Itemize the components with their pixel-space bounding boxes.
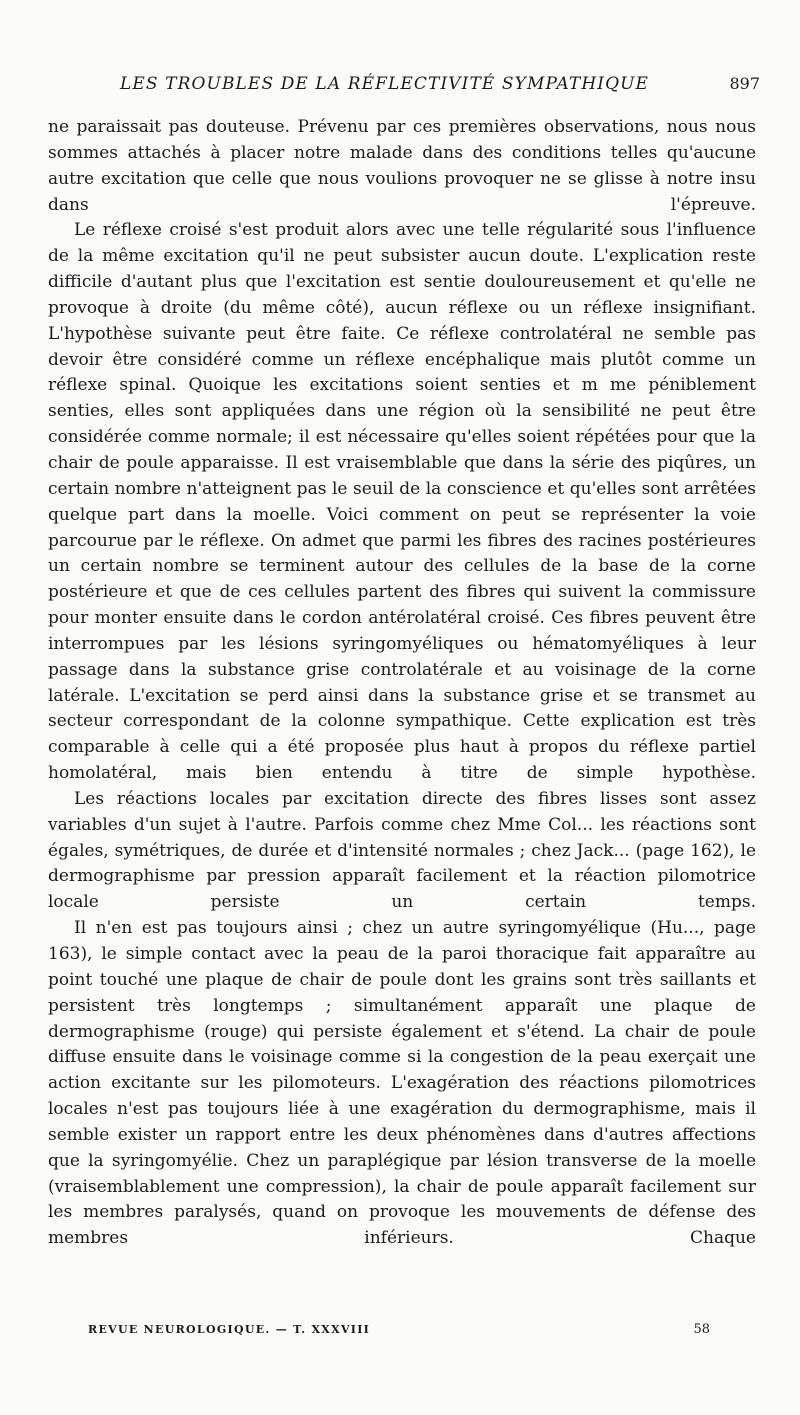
signature-mark: 58	[693, 1322, 710, 1337]
journal-footer: REVUE NEUROLOGIQUE. — T. XXXVIII	[88, 1323, 371, 1336]
body-text	[48, 115, 756, 1252]
running-header	[120, 74, 760, 94]
paragraph-1: ne paraissait pas douteuse. Prévenu par ces premières observations, nous nous sommes attachés à placer notre malade dans des conditions telles qu'aucune autre excitation que celle que nous voulions provoquer ne se glisse à notre insu dans l'épreuve.	[48, 117, 756, 215]
paragraph-4: Il n'en est pas toujours ainsi ; chez un autre syringomyélique (Hu..., page 163), le simple contact avec la peau de la paroi thoracique fait apparaître au point touché une plaque de chair de poule dont les grains sont très saillants et persistent très longtemps ; simultanément apparaît une plaque de dermographisme (rouge) qui persiste également et s'étend. La chair de poule diffuse ensuite dans le voisinage comme si la congestion de la peau exerçait une action excitante sur les pilomoteurs. L'exagération des réactions pilomotrices locales n'est pas toujours liée à une exagération du dermographisme, mais il semble exister un rapport entre les deux phénomènes dans d'autres affections que la syringomyélie. Chez un paraplégique par lésion transverse de la moelle (vraisemblablement une compression), la chair de poule apparaît facilement sur les membres paralysés, quand on provoque les mouvements de défense des membres inférieurs. Chaque	[48, 918, 756, 1249]
page-footer	[88, 1322, 710, 1337]
running-title: LES TROUBLES DE LA RÉFLECTIVITÉ SYMPATHIQUE	[120, 74, 650, 94]
paragraph-2: Le réflexe croisé s'est produit alors avec une telle régularité sous l'influence de la même excitation qu'il ne peut subsister aucun doute. L'explication reste difficile d'autant plus que l'excitation est sentie douloureusement et qu'elle ne provoque à droite (du même côté), aucun réflexe ou un réflexe insignifiant. L'hypothèse suivante peut être faite. Ce réflexe controlatéral ne semble pas devoir être considéré comme un réflexe encéphalique mais plutôt comme un réflexe spinal. Quoique les excitations soient senties et m me péniblement senties, elles sont appliquées dans une région où la sensibilité ne peut être considérée comme normale; il est nécessaire qu'elles soient répétées pour que la chair de poule apparaisse. Il est vraisemblable que dans la série des piqûres, un certain nombre n'atteignent pas le seuil de la conscience et qu'elles sont arrêtées quelque part dans la moelle. Voici comment on peut se représenter la voie parcourue par le réflexe. On admet que parmi les fibres des racines postérieures un certain nombre se terminent autour des cellules de la base de la corne postérieure et que de ces cellules partent des fibres qui suivent la commissure pour monter ensuite dans le cordon antérolatéral croisé. Ces fibres peuvent être interrompues par les lésions syringomyéliques ou hématomyéliques à leur passage dans la substance grise controlatérale et au voisinage de la corne latérale. L'excitation se perd ainsi dans la substance grise et se transmet au secteur correspondant de la colonne sympathique. Cette explication est très comparable à celle qui a été proposée plus haut à propos du réflexe partiel homolatéral, mais bien entendu à titre de simple hypothèse.	[48, 220, 756, 784]
page-number: 897	[729, 74, 760, 93]
paragraph-3: Les réactions locales par excitation directe des fibres lisses sont assez variables d'un sujet à l'autre. Parfois comme chez Mme Col... les réactions sont égales, symétriques, de durée et d'intensité normales ; chez Jack... (page 162), le dermographisme par pression apparaît facilement et la réaction pilomotrice locale persiste un certain temps.	[48, 788, 756, 913]
